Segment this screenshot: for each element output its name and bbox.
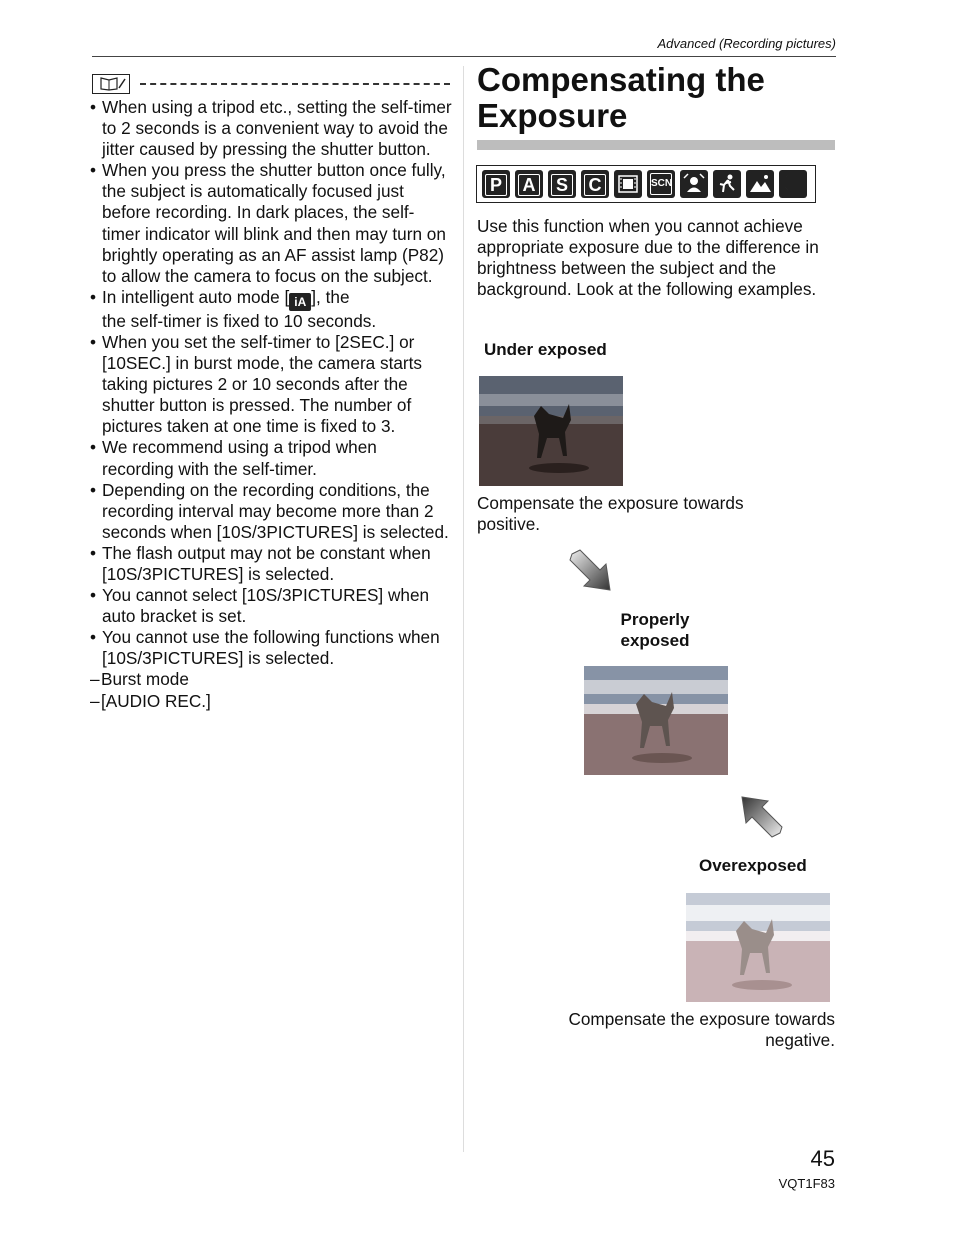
scenery-mode-icon: [746, 170, 774, 198]
ia-suffix-text: ], the: [311, 286, 350, 307]
header-rule: [92, 56, 836, 57]
ia-continuation-text: the self-timer is fixed to 10 seconds.: [102, 310, 377, 331]
list-item: • The flash output may not be constant when [10S/3PICTURES] is selected.: [90, 543, 452, 585]
note-book-icon: [92, 74, 130, 94]
section-header: Advanced (Recording pictures): [657, 36, 836, 51]
a-mode-icon: A: [515, 170, 543, 198]
portrait-mode-icon: [680, 170, 708, 198]
list-item: • When using a tripod etc., setting the self-timer to 2 seconds is a convenient way to avoid the jitter caused by pressing the shutter button.: [90, 97, 452, 160]
under-exposed-caption: Compensate the exposure towards positive.: [477, 493, 744, 535]
night-portrait-mode-icon: [779, 170, 807, 198]
column-divider: [463, 66, 464, 1152]
sports-mode-icon: [713, 170, 741, 198]
c-mode-icon: C: [581, 170, 609, 198]
list-item: • When you set the self-timer to [2SEC.] or [10SEC.] in burst mode, the camera starts taking pictures 2 or 10 seconds after the shutter button is pressed. The number of pictures taken at one time is fixed to 3.: [90, 332, 452, 437]
title-underline-bar: [477, 140, 835, 150]
list-item: • When you press the shutter button once fully, the subject is automatically focused just before recording. In dark places, the self-timer indicator will blink and then may turn on brightly operating as an AF assist lamp (P82) to allow the camera to focus on the subject.: [90, 160, 452, 287]
list-item: • We recommend using a tripod when recording with the self-timer.: [90, 437, 452, 479]
sub-list-item: – [AUDIO REC.]: [90, 691, 452, 712]
notes-list: [90, 97, 452, 712]
overexposed-caption: Compensate the exposure towards negative.: [568, 1009, 835, 1051]
scn-mode-icon: SCN: [647, 170, 675, 198]
page-number: 45: [810, 1146, 835, 1171]
intro-paragraph: Use this function when you cannot achieve appropriate exposure due to the difference in brightness between the subject and the background. Look at the following examples.: [477, 216, 819, 300]
list-item: • You cannot select [10S/3PICTURES] when auto bracket is set.: [90, 585, 452, 627]
s-mode-icon: S: [548, 170, 576, 198]
properly-exposed-label: Properly exposed: [620, 610, 690, 650]
film-mode-icon: [614, 170, 642, 198]
ia-prefix-text: In intelligent auto mode [: [102, 286, 290, 307]
under-exposed-photo: [479, 376, 623, 486]
p-mode-icon: P: [482, 170, 510, 198]
arrow-down-right-icon: [566, 548, 616, 593]
list-item: • Depending on the recording conditions, the recording interval may become more than 2 seconds when [10S/3PICTURES] is selected.: [90, 480, 452, 543]
overexposed-photo: [686, 893, 830, 1002]
page-title: Compensating the Exposure: [477, 61, 765, 134]
sub-list-item: – Burst mode: [90, 669, 452, 690]
properly-exposed-photo: [584, 666, 728, 775]
note-dashed-rule: [140, 83, 450, 85]
arrow-up-left-icon: [738, 795, 786, 839]
list-item: [90, 287, 452, 332]
intelligent-auto-icon: iA: [289, 293, 311, 311]
list-item: • You cannot use the following functions when [10S/3PICTURES] is selected.: [90, 627, 452, 669]
document-code: VQT1F83: [778, 1176, 835, 1191]
under-exposed-label: Under exposed: [484, 340, 607, 359]
overexposed-label: Overexposed: [699, 856, 807, 875]
